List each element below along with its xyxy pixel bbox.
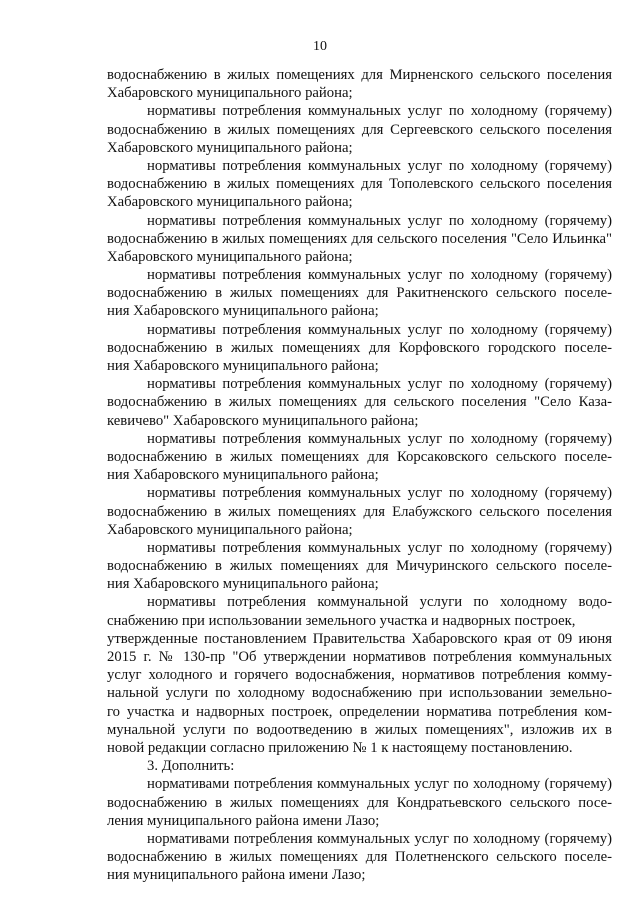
text-line: Хабаровского муниципального района; xyxy=(107,85,353,102)
text-line: нормативы потребления коммунальных услуг по холодному (горячему) xyxy=(147,267,612,284)
text-line: Хабаровского муниципального района; xyxy=(107,248,353,265)
text-line: ния Хабаровского муниципального района; xyxy=(107,576,379,593)
paragraph xyxy=(107,66,612,102)
text-line: водоснабжению в жилых помещениях для Полетненского сельского поселе- xyxy=(107,849,612,866)
text-line: водоснабжению в жилых помещениях для Корфовского городского поселе- xyxy=(107,339,612,356)
text-line: нормативы потребления коммунальных услуг по холодному (горячему) xyxy=(147,157,612,174)
paragraph xyxy=(107,321,612,376)
paragraph xyxy=(107,775,612,830)
text-line: ления муниципального района имени Лазо; xyxy=(107,812,380,829)
paragraph xyxy=(107,266,612,321)
text-line: нормативы потребления коммунальных услуг по холодному (горячему) xyxy=(147,376,612,393)
page-number: 10 xyxy=(313,39,327,54)
text-line: ния Хабаровского муниципального района; xyxy=(107,467,379,484)
text-line: ния муниципального района имени Лазо; xyxy=(107,867,366,884)
paragraph xyxy=(107,593,612,629)
document-body xyxy=(107,66,612,884)
text-line: го участка и надворных построек, определении норматива потребления ком- xyxy=(107,703,612,720)
text-line: нормативы потребления коммунальных услуг по холодному (горячему) xyxy=(147,539,612,556)
text-line: водоснабжению в жилых помещениях для Сергеевского сельского поселения xyxy=(107,121,612,138)
text-line: водоснабжению в жилых помещениях для Елабужского сельского поселения xyxy=(107,503,612,520)
paragraph xyxy=(107,630,612,757)
text-line: кевичево" Хабаровского муниципального района; xyxy=(107,412,419,429)
text-line: нормативы потребления коммунальных услуг по холодному (горячему) xyxy=(147,485,612,502)
text-line: нормативами потребления коммунальных услуг по холодному (горячему) xyxy=(147,830,612,847)
text-line: 2015 г. № 130-пр "Об утверждении нормативов потребления коммунальных xyxy=(107,649,612,665)
text-line: нормативы потребления коммунальных услуг по холодному (горячему) xyxy=(147,212,612,229)
text-line: водоснабжению в жилых помещениях для Кондратьевского сельского посе- xyxy=(107,794,612,811)
paragraph xyxy=(107,157,612,212)
paragraph xyxy=(107,830,612,885)
text-line: Хабаровского муниципального района; xyxy=(107,194,353,211)
text-line: нормативы потребления коммунальных услуг по холодному (горячему) xyxy=(147,321,612,338)
text-line: ния Хабаровского муниципального района; xyxy=(107,358,379,374)
text-line: новой редакции согласно приложению № 1 к настоящему постановлению. xyxy=(107,739,573,756)
text-line: нормативы потребления коммунальной услуги по холодному водо- xyxy=(147,594,612,611)
text-line: водоснабжению в жилых помещениях для Ракитненского сельского поселе- xyxy=(107,285,612,302)
text-line: водоснабжению в жилых помещениях для Тополевского сельского поселения xyxy=(107,176,612,193)
text-line: водоснабжению в жилых помещениях для Мирненского сельского поселения xyxy=(107,67,612,83)
text-line: водоснабжению в жилых помещениях для Мичуринского сельского поселе- xyxy=(107,558,612,575)
text-line: нормативы потребления коммунальных услуг по холодному (горячему) xyxy=(147,103,612,120)
text-line: Хабаровского муниципального района; xyxy=(107,521,353,538)
paragraph xyxy=(107,102,612,157)
text-line: услуг холодного и горячего водоснабжения, нормативов потребления комму- xyxy=(107,667,612,684)
text-line: снабжению при использовании земельного участка и надворных построек, xyxy=(107,612,576,629)
paragraph xyxy=(107,212,612,267)
paragraph xyxy=(107,430,612,485)
text-line: нормативами потребления коммунальных услуг по холодному (горячему) xyxy=(147,776,612,793)
text-line: водоснабжению в жилых помещениях для Корсаковского сельского поселе- xyxy=(107,448,612,465)
text-line: нальной услуги по холодному водоснабжению при использовании земельно- xyxy=(107,685,612,702)
paragraph xyxy=(107,757,612,775)
paragraph xyxy=(107,375,612,430)
text-line: Хабаровского муниципального района; xyxy=(107,139,353,156)
text-line: ния Хабаровского муниципального района; xyxy=(107,303,379,320)
text-line: нормативы потребления коммунальных услуг по холодному (горячему) xyxy=(147,430,612,447)
paragraph xyxy=(107,539,612,594)
text-line: водоснабжению в жилых помещениях для сельского поселения "Село Ильинка" xyxy=(107,230,612,247)
text-line: утвержденные постановлением Правительства Хабаровского края от 09 июня xyxy=(107,630,612,647)
text-line: 3. Дополнить: xyxy=(147,758,235,775)
text-line: мунальной услуги по водоотведению в жилых помещениях", изложив их в xyxy=(107,721,612,738)
text-line: водоснабжению в жилых помещениях для сельского поселения "Село Каза- xyxy=(107,394,612,411)
paragraph xyxy=(107,484,612,539)
